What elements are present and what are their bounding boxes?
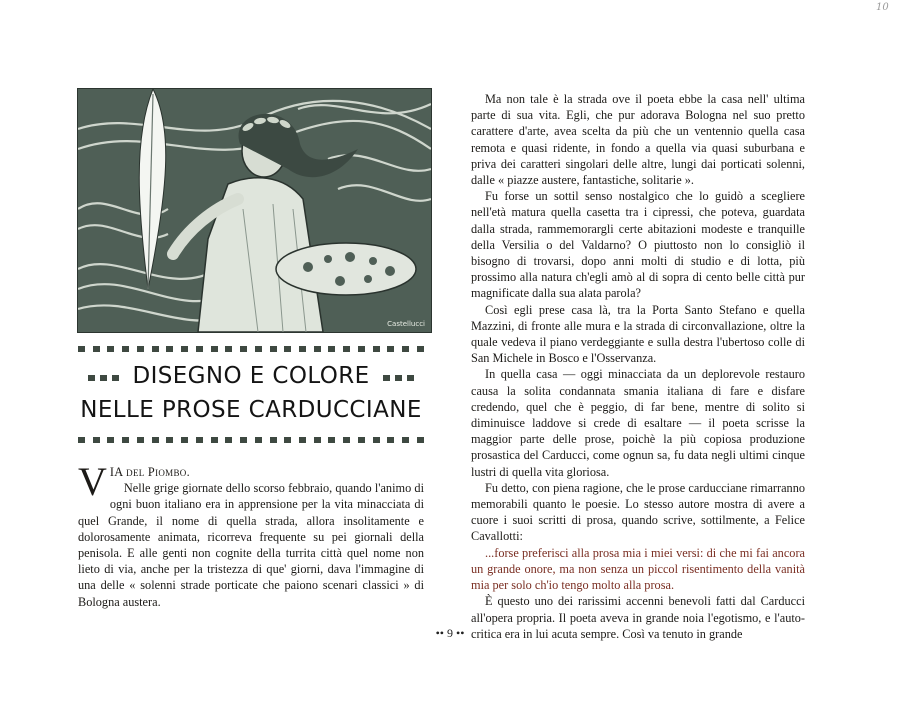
opening-line: IA del Piombo. (109, 465, 190, 479)
page-number-mark-left: •• (435, 626, 444, 640)
artist-signature: Castellucci (387, 320, 425, 328)
right-paragraph-5: Fu detto, con piena ragione, che le prose carducciane rimarranno memorabili quanto le poesie. Lo stesso autore mostra di avere a cuore i suoi scritti di prosa, quando scrive, sottilmente, a Felice Cavallotti: (471, 480, 805, 544)
drop-cap: V (78, 459, 107, 504)
page-number-value: 9 (447, 626, 453, 640)
right-column (471, 91, 805, 642)
article-title-line-1: DISEGNO E COLORE (132, 363, 370, 389)
quoted-passage: ...forse preferisci alla prosa mia i miei versi: di che mi fai ancora un grande onore, ma non senza un piccol risentimento della vanità mia per solo ch'io tengo molto alla prosa. (471, 545, 805, 593)
left-paragraph: Nelle grige giornate dello scorso febbraio, quando l'animo di ogni buon italiano era in apprensione per la vita minacciata di quel Grande, il nome di quella strada, allora insolitamente e dolorosamente animata, ricorreva frequente su pei giornali della penisola. E alle genti non cognite della turrita città quel nome non lieto di via, anche per la tristezza di que' giorni, dava l'immagine di una delle « solenni strade porticate che paiono scenari classici » di Bologna austera. (78, 481, 424, 609)
page-number-mark-right: •• (456, 626, 465, 640)
article-title-line-2: NELLE PROSE CARDUCCIANE (80, 397, 422, 423)
illustration-drawing (78, 89, 431, 332)
right-paragraph-1: Ma non tale è la strada ove il poeta ebbe la casa nell' ultima parte di sua vita. Egli, che pur adorava Bologna nel suo pretto carattere d'arte, avea scelta da più che un ventennio quella casa remota e quasi ridente, in fondo a quella via quasi suburbana e priva dei caratteri singolari delle altre, lungi dai porticati solenni, dalle « piazze austere, fantastiche, solitarie ». (471, 92, 805, 188)
right-paragraph-3: Così egli prese casa là, tra la Porta Santo Stefano e quella Mazzini, di fronte alle mura e la strada di circonvallazione, oltre la quale vedeva il piano verdeggiante e sulla destra l'ubertoso colle di San Michele in Bosco e l'Osservanza. (471, 302, 805, 366)
right-paragraph-4: In quella casa — oggi minacciata da un deplorevole restauro causa la solita condannata smania italiana di fare e disfare credendo, quel che è peggio, di far bene, mentre di solito si diminuisce laddove si crede di esaltare — il poeta scrisse la maggior parte delle prose, poichè la più copiosa produzione prosastica del Carducci, come ognun sa, fu data negli ultimi cinque lustri di quella vita gloriosa. (471, 367, 805, 479)
ornament-row-bottom (78, 436, 424, 444)
right-paragraph-closing: È questo uno dei rarissimi accenni benevoli fatti dal Carducci all'opera propria. Il poeta aveva in grande noia l'egotismo, e l'auto-critica era in lui acuta sempre. Così va tenuto in grande (471, 594, 805, 641)
corner-page-mark: 10 (876, 2, 889, 13)
right-paragraph-2: Fu forse un sottil senso nostalgico che lo guidò a scegliere nell'età matura quella casetta tra i cipressi, che poteva, guardata dalla strada, rammemorargli certe abitazioni modeste e tranquille della Versilia o del Valdarno? O piuttosto non lo consigliò il bisogno di trovarsi, dopo anni molti di studio e di lotta, più prossimo alla natura ch'egli amò al di sopra di cento belle città pur magnificate dalla sua alata parola? (471, 189, 805, 301)
illustration-woman-with-quill-and-palette (77, 88, 432, 333)
ornament-row-top (78, 345, 424, 353)
page-number (0, 626, 900, 641)
left-column (78, 459, 424, 610)
